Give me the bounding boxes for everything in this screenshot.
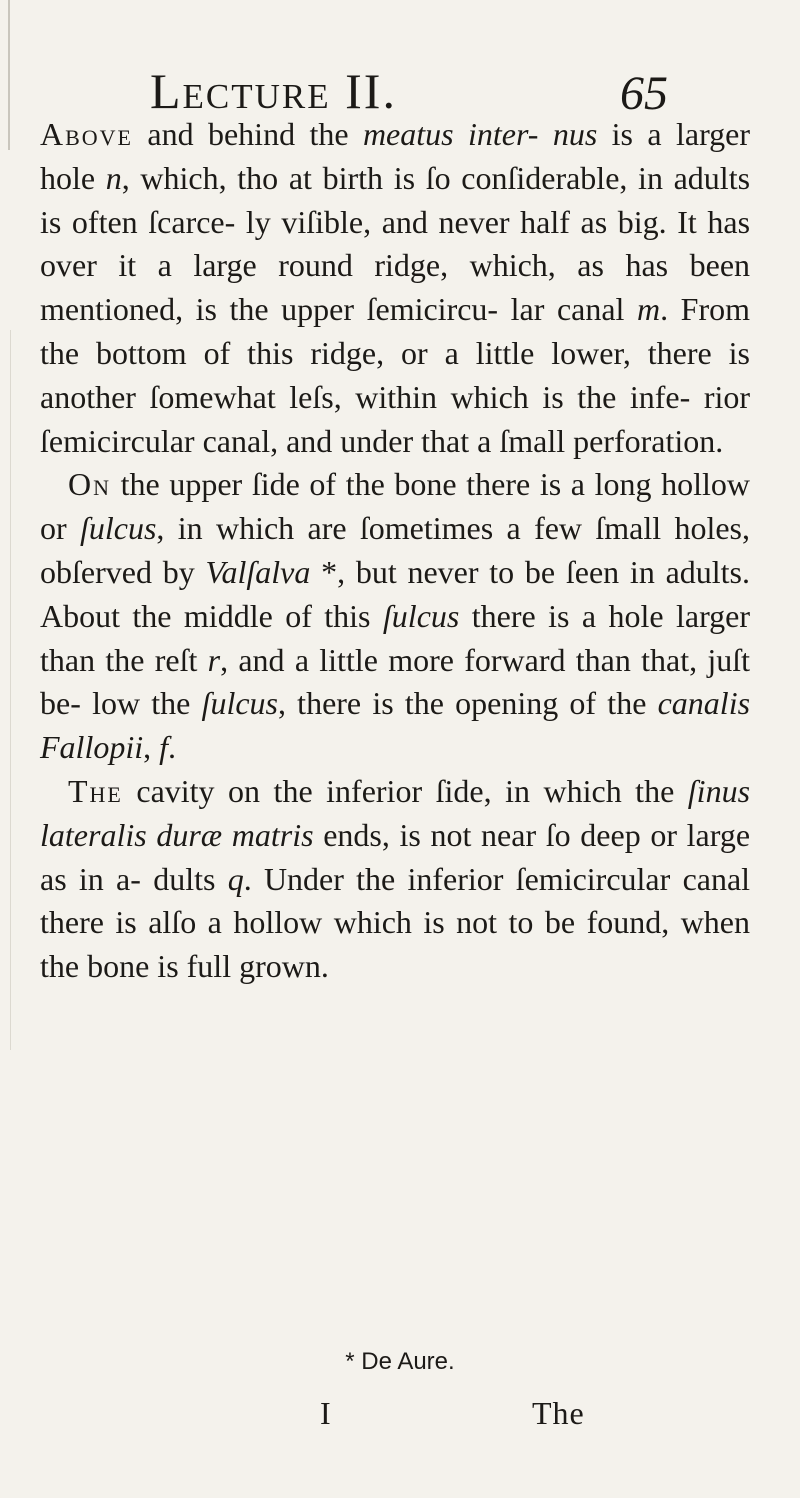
italic-term: ſulcus — [382, 597, 460, 634]
text-run: a little more forward than that, juſt be- — [40, 641, 751, 722]
italic-term: n — [105, 159, 122, 196]
text-run: ridge, or a little lower, there is another — [40, 334, 751, 415]
text-run: is a long hollow or — [40, 466, 751, 547]
italic-term: ſulcus — [79, 510, 157, 547]
signature-mark: I — [320, 1395, 331, 1431]
gutter-shadow — [10, 330, 11, 1050]
text-run: , which, tho at birth — [121, 159, 384, 196]
text-run: cavity on the inferior ſide, in — [122, 772, 530, 809]
text-run: low the — [92, 685, 202, 722]
text-run: ly viſible, and never half as big. It has — [245, 203, 751, 240]
body-text — [40, 113, 750, 989]
text-run: the upper ſide of the bone there — [111, 466, 531, 503]
text-run: . Under the inferior ſemicircular — [243, 860, 671, 897]
text-run: dults — [153, 860, 228, 897]
italic-term: ſulcus — [201, 685, 278, 722]
text-run: be found, when the bone is full grown. — [40, 904, 751, 985]
italic-term: nus — [552, 116, 598, 152]
text-run: lar canal — [510, 291, 637, 328]
paragraph — [40, 463, 750, 770]
footnote: * De Aure. — [345, 1348, 455, 1375]
text-run: rior ſemicircular canal, and under that — [40, 378, 751, 459]
text-run: is a larger hole — [40, 116, 751, 196]
text-run: the — [607, 685, 658, 722]
text-run: a ſmall perforation. — [477, 422, 724, 459]
italic-term: Valſalva — [205, 553, 311, 590]
paragraph — [40, 770, 750, 989]
gutter-edge — [8, 0, 10, 150]
text-run: ſometimes a few ſmall holes, obſerved — [40, 510, 750, 590]
text-run: been mentioned, is the upper ſemicircu- — [40, 247, 751, 328]
paragraph-lead: On — [68, 466, 111, 503]
text-run: and behind the — [133, 116, 363, 152]
text-run: is ſo conſiderable, in adults is often ſcarce- — [40, 159, 751, 240]
paragraph-lead: Above — [40, 116, 133, 152]
page-number: 65 — [620, 67, 668, 120]
paragraph — [40, 113, 750, 463]
text-run: there is a hole larger than the reſt — [40, 597, 751, 678]
text-run: adults. About the middle of this — [40, 553, 750, 634]
italic-term: f — [159, 729, 168, 766]
italic-term: ſinus lateralis duræ matris — [40, 772, 751, 853]
catchword: The — [532, 1395, 585, 1431]
text-run: by — [162, 553, 206, 590]
page-footer — [0, 1395, 800, 1445]
text-run: ends, is not near ſo deep or large as in a- — [40, 816, 751, 897]
text-run: *, but never to be ſeen in — [310, 553, 655, 590]
paragraph-lead: The — [68, 772, 123, 809]
text-run: , there is the opening of — [277, 685, 597, 722]
italic-term: meatus inter- — [362, 116, 539, 152]
italic-term: q — [227, 860, 244, 897]
text-run: , in which are — [156, 510, 347, 547]
text-run: over it a large round ridge, which, as has — [40, 247, 669, 284]
text-run: which the — [543, 772, 688, 809]
text-run: , and — [220, 641, 285, 678]
italic-term: canalis Fallopii — [40, 685, 751, 766]
text-run: ſomewhat leſs, within which is the infe- — [149, 378, 691, 415]
italic-term: r — [207, 641, 221, 678]
text-run: , — [143, 729, 160, 766]
text-run: . — [168, 729, 176, 766]
lecture-title: Lecture II. — [150, 63, 397, 119]
text-run: . From the bottom of this — [40, 291, 751, 371]
italic-term: m — [637, 291, 661, 328]
text-run: canal there is alſo a hollow which is not to — [40, 860, 751, 941]
